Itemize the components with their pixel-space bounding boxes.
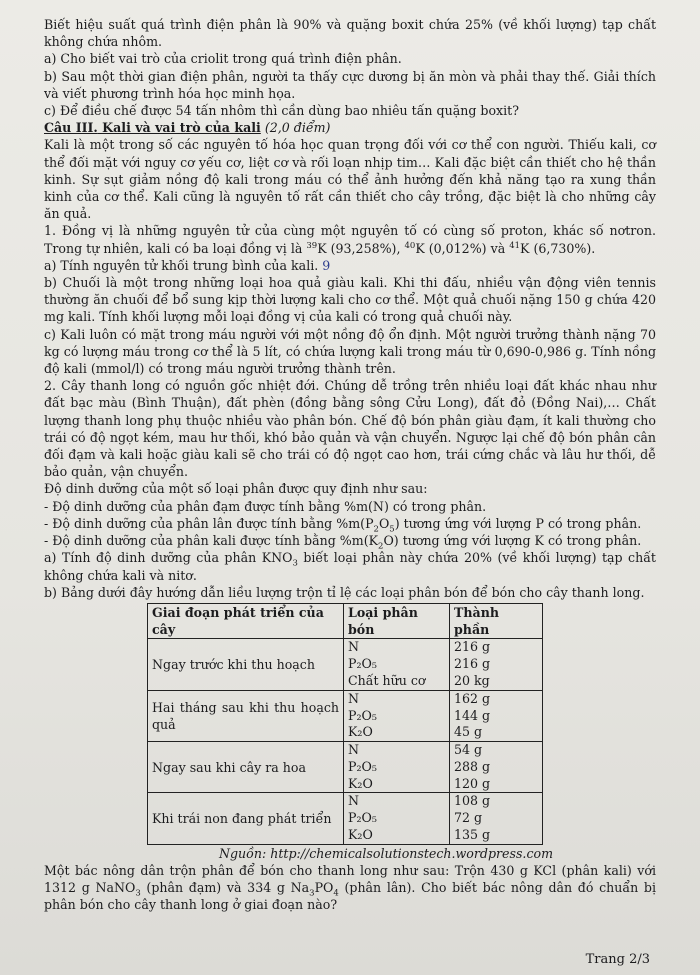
intro-text: Biết hiệu suất quá trình điện phân là 90% và quặng boxit chứa 25% (về khối lượng) tạp chất không chứa nhôm. <box>44 17 656 50</box>
table-header-row <box>148 603 543 638</box>
fertilizer-table <box>147 603 543 845</box>
fertilizer-table-wrapper <box>147 603 656 845</box>
page-content <box>44 16 656 914</box>
type-cell: N P₂O₅ K₂O <box>344 742 450 793</box>
table-row <box>148 639 543 690</box>
amount-cell: 108 g 72 g 135 g <box>450 793 543 844</box>
question-1: 1. Đồng vị là những nguyên tử của cùng một nguyên tố có cùng số proton, khác số nơtron. Trong tự nhiên, kali có ba loại đồng vị là $^{39}$K (93,258%), $^{40}$K (0,012%) và $^{41}$K (6,730%). <box>44 223 656 256</box>
type-cell: N P₂O₅ K₂O <box>344 793 450 844</box>
section-points: (2,0 điểm) <box>260 120 331 136</box>
nutrition-rule-2: - Độ dinh dưỡng của phân lân được tính bằng $\%m(P_2O_5)$ tương ứng với lượng P có trong phân. <box>44 515 642 535</box>
amount-cell: 216 g 216 g 20 kg <box>450 639 543 690</box>
header-amount: Thành phần <box>450 603 543 638</box>
header-type: Loại phân bón <box>344 603 450 638</box>
question-1c: c) Kali luôn có mặt trong máu người với một nồng độ ổn định. Một người trưởng thành nặng 70 kg có lượng máu trong cơ thể là 5 lít, có chứa lượng kali trong máu từ 0,690-0,986 g. Tính nồng độ kali (mmol/l) có trong máu người trưởng thành trên. <box>44 326 656 377</box>
section-label: Câu III. <box>44 120 98 136</box>
stage-cell: Ngay trước khi thu hoạch <box>148 639 344 690</box>
table-row <box>148 742 543 793</box>
question-1b: b) Chuối là một trong những loại hoa quả giàu kali. Khi thi đấu, nhiều vận động viên tennis thường ăn chuối để bổ sung kịp thời lượng kali cho cơ thể. Một quả chuối nặng 150 g chứa 420 mg kali. Tính khối lượng mỗi loại đồng vị của kali có trong quả chuối này. <box>44 275 656 325</box>
table-source: Nguồn: http://chemicalsolutionstech.wordpress.com <box>218 845 554 861</box>
stage-cell: Ngay sau khi cây ra hoa <box>148 742 344 793</box>
nutrition-rule-1: - Độ dinh dưỡng của phân đạm được tính bằng %m(N) có trong phân. <box>44 498 487 514</box>
question-b: b) Sau một thời gian điện phân, người ta thấy cực dương bị ăn mòn và phải thay thế. Giải thích và viết phương trình hóa học minh họa. <box>44 68 656 101</box>
table-row <box>148 690 543 741</box>
nutrition-rule-3: - Độ dinh dưỡng của phân kali được tính bằng $\%m(K_2O)$ tương ứng với lượng K có trong phân. <box>44 533 642 552</box>
type-cell: N P₂O₅ Chất hữu cơ <box>344 639 450 690</box>
section-title: Kali và vai trò của kali <box>97 120 261 136</box>
question-2a: a) Tính độ dinh dưỡng của phân $KNO_3$ biết loại phân này chứa 20% (về khối lượng) tạp chất không chứa kali và nitơ. <box>44 550 656 583</box>
question-1a: a) Tính nguyên tử khối trung bình của kali. 9 <box>44 257 331 273</box>
section-heading <box>44 119 656 136</box>
type-cell: N P₂O₅ K₂O <box>344 690 450 741</box>
page-number: Trang 2/3 <box>585 952 650 967</box>
table-row <box>148 793 543 844</box>
amount-cell: 162 g 144 g 45 g <box>450 690 543 741</box>
nutrition-rule: Độ dinh dưỡng của một số loại phân được quy định như sau: <box>44 481 428 497</box>
handwritten-mark: 9 <box>322 257 331 273</box>
question-2: 2. Cây thanh long có nguồn gốc nhiệt đới. Chúng dễ trồng trên nhiều loại đất khác nhau như đất bạc màu (Bình Thuận), đất phèn (đồng bằng sông Cửu Long), đất đỏ (Đồng Nai),… Chất lượng thanh long phụ thuộc nhiều vào phân bón. Chế độ bón phân giàu đạm, ít kali thường cho trái có độ ngọt kém, mau hư thối, khó bảo quản và vận chuyển. Ngược lại chế độ bón phân cân đối đạm và kali hoặc giàu kali sẽ cho trái có độ ngọt cao hơn, trái cứng chắc và lâu hư thối, dễ bảo quản, vận chuyển. <box>44 378 656 480</box>
question-c: c) Để điều chế được 54 tấn nhôm thì cần dùng bao nhiêu tấn quặng boxit? <box>44 103 519 119</box>
amount-cell: 54 g 288 g 120 g <box>450 742 543 793</box>
stage-cell: Khi trái non đang phát triển <box>148 793 344 844</box>
section-intro: Kali là một trong số các nguyên tố hóa học quan trọng đối với cơ thể con người. Thiếu kali, cơ thể đối mặt với nguy cơ yếu cơ, liệt cơ và rối loạn nhịp tim… Kali đặc biệt cần thiết cho hệ thần kinh. Sự sụt giảm nồng độ kali trong máu có thể ảnh hưởng đến khả năng tạo ra xung thần kinh của cơ thể. Kali cũng là nguyên tố rất cần thiết cho cây trồng, đặc biệt là cho những cây ăn quả. <box>44 137 656 222</box>
question-a: a) Cho biết vai trò của criolit trong quá trình điện phân. <box>44 51 402 67</box>
header-stage: Giai đoạn phát triển của cây <box>148 603 344 638</box>
final-question: Một bác nông dân trộn phân để bón cho thanh long như sau: Trộn 430 g KCl (phân kali) với 1312 g NaNO$_3$ (phân đạm) và 334 g $Na_3PO_4$ (phân lân). Cho biết bác nông dân đó chuẩn bị phân bón cho cây thanh long ở giai đoạn nào? <box>44 863 656 913</box>
question-2b: b) Bảng dưới đây hướng dẫn liều lượng trộn tỉ lệ các loại phân bón để bón cho cây thanh long. <box>44 584 645 600</box>
stage-cell: Hai tháng sau khi thu hoạch quả <box>148 690 344 741</box>
